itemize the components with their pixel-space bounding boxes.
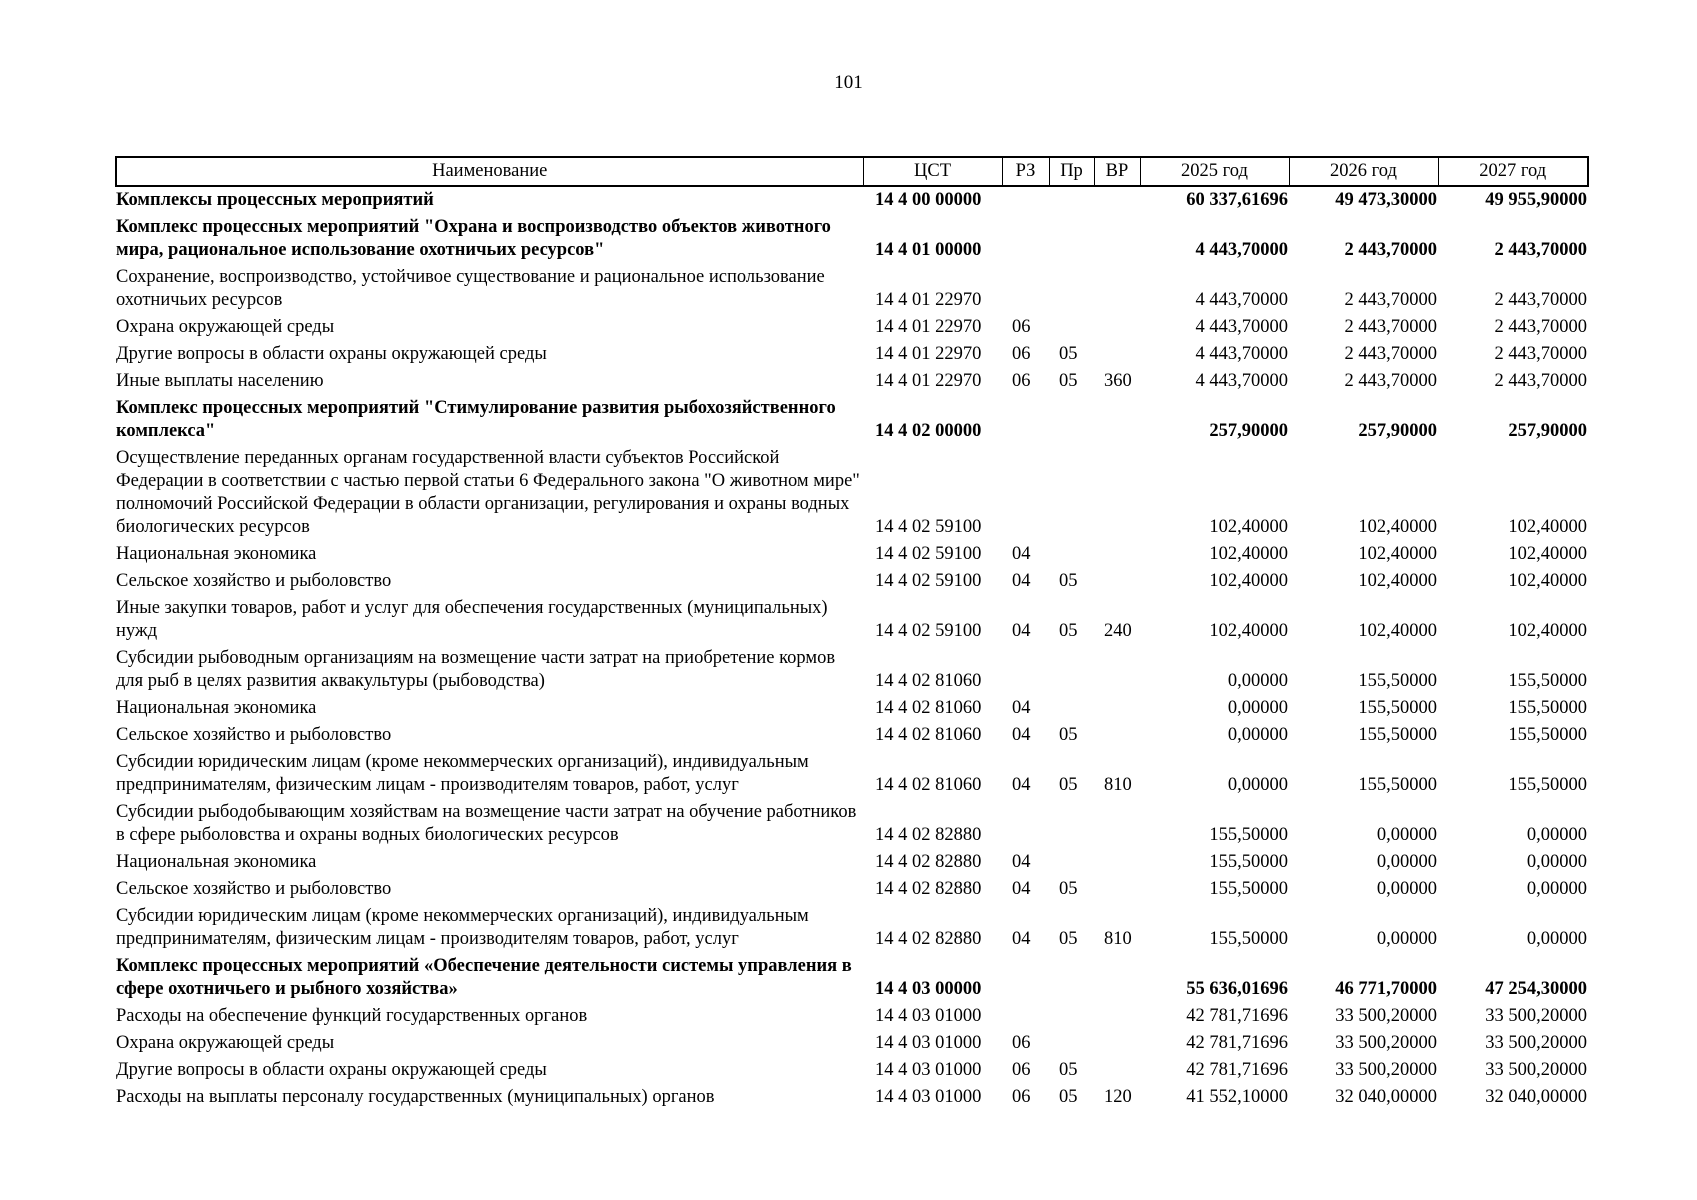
row-value-2026: 2 443,70000	[1344, 344, 1437, 364]
row-pr	[1049, 445, 1094, 541]
row-rz: 04	[1012, 621, 1031, 641]
row-rz	[1002, 214, 1049, 264]
row-pr: 05	[1059, 344, 1078, 364]
row-code: 14 4 02 82880	[875, 852, 982, 872]
row-pr: 05	[1059, 571, 1078, 591]
row-code: 14 4 01 22970	[875, 344, 982, 364]
row-value-2026: 2 443,70000	[1344, 317, 1437, 337]
row-value-2025: 41 552,10000	[1186, 1087, 1288, 1107]
row-rz	[1002, 953, 1049, 1003]
row-name: Национальная экономика	[116, 698, 317, 718]
row-vr	[1094, 314, 1140, 341]
row-value-2027: 33 500,20000	[1485, 1060, 1587, 1080]
row-name: Субсидии юридическим лицам (кроме некоммерческих организаций), индивидуальным предпринимателям, физическим лицам - производителям товаров, работ, услуг	[116, 906, 809, 949]
page-number: 101	[834, 72, 863, 93]
budget-table	[115, 156, 1589, 1111]
row-rz	[1002, 445, 1049, 541]
row-code: 14 4 02 81060	[875, 725, 982, 745]
row-pr	[1049, 953, 1094, 1003]
table-row	[116, 1003, 1588, 1030]
row-value-2027: 2 443,70000	[1494, 344, 1587, 364]
row-value-2027: 2 443,70000	[1494, 371, 1587, 391]
row-value-2027: 155,50000	[1508, 698, 1587, 718]
row-pr: 05	[1059, 775, 1078, 795]
row-vr	[1094, 1003, 1140, 1030]
table-row	[116, 1057, 1588, 1084]
row-code: 14 4 03 00000	[875, 979, 982, 999]
row-name: Комплекс процессных мероприятий "Охрана и воспроизводство объектов животного мира, рациональное использование охотничьих ресурсов"	[116, 217, 831, 260]
row-name: Сельское хозяйство и рыболовство	[116, 571, 392, 591]
row-rz: 04	[1012, 852, 1031, 872]
row-value-2025: 0,00000	[1227, 671, 1288, 691]
row-vr	[1094, 1030, 1140, 1057]
row-value-2025: 4 443,70000	[1195, 240, 1288, 260]
row-code: 14 4 02 59100	[875, 517, 982, 537]
table-row	[116, 368, 1588, 395]
table-row	[116, 445, 1588, 541]
row-rz: 04	[1012, 879, 1031, 899]
row-name: Национальная экономика	[116, 852, 317, 872]
row-pr	[1049, 849, 1094, 876]
header-code: ЦСТ	[863, 157, 1002, 186]
row-value-2026: 0,00000	[1376, 852, 1437, 872]
row-pr	[1049, 314, 1094, 341]
row-pr: 05	[1059, 621, 1078, 641]
row-rz: 04	[1012, 544, 1031, 564]
row-name: Расходы на выплаты персоналу государственных (муниципальных) органов	[116, 1087, 715, 1107]
row-value-2027: 102,40000	[1508, 571, 1587, 591]
table-row	[116, 953, 1588, 1003]
table-row	[116, 799, 1588, 849]
row-value-2025: 0,00000	[1227, 775, 1288, 795]
row-vr	[1094, 341, 1140, 368]
row-pr	[1049, 541, 1094, 568]
table-row	[116, 1084, 1588, 1111]
row-value-2025: 4 443,70000	[1195, 290, 1288, 310]
row-vr	[1094, 645, 1140, 695]
row-pr: 05	[1059, 1060, 1078, 1080]
table-row	[116, 695, 1588, 722]
row-pr	[1049, 186, 1094, 214]
row-value-2026: 0,00000	[1376, 879, 1437, 899]
row-rz	[1002, 1003, 1049, 1030]
row-value-2026: 155,50000	[1358, 698, 1437, 718]
row-value-2027: 2 443,70000	[1494, 317, 1587, 337]
row-value-2027: 2 443,70000	[1494, 240, 1587, 260]
row-name: Комплексы процессных мероприятий	[116, 190, 434, 210]
row-pr: 05	[1059, 879, 1078, 899]
row-value-2027: 0,00000	[1526, 929, 1587, 949]
row-rz: 04	[1012, 929, 1031, 949]
row-code: 14 4 02 59100	[875, 544, 982, 564]
row-value-2025: 102,40000	[1209, 544, 1288, 564]
row-value-2025: 55 636,01696	[1186, 979, 1288, 999]
row-code: 14 4 02 81060	[875, 775, 982, 795]
row-value-2027: 155,50000	[1508, 725, 1587, 745]
row-value-2026: 155,50000	[1358, 671, 1437, 691]
row-name: Расходы на обеспечение функций государственных органов	[116, 1006, 588, 1026]
row-pr	[1049, 695, 1094, 722]
row-pr: 05	[1059, 725, 1078, 745]
row-value-2025: 60 337,61696	[1186, 190, 1288, 210]
row-vr	[1094, 395, 1140, 445]
row-value-2026: 2 443,70000	[1344, 290, 1437, 310]
row-name: Другие вопросы в области охраны окружающей среды	[116, 344, 547, 364]
row-value-2026: 33 500,20000	[1335, 1006, 1437, 1026]
row-code: 14 4 01 22970	[875, 317, 982, 337]
row-value-2027: 102,40000	[1508, 621, 1587, 641]
row-rz: 04	[1012, 725, 1031, 745]
row-rz: 06	[1012, 1087, 1031, 1107]
row-value-2027: 32 040,00000	[1485, 1087, 1587, 1107]
row-name: Субсидии рыбодобывающим хозяйствам на возмещение части затрат на обучение работников в сфере рыболовства и охраны водных биологических ресурсов	[116, 802, 857, 845]
row-code: 14 4 02 81060	[875, 671, 982, 691]
row-value-2026: 257,90000	[1358, 421, 1437, 441]
row-value-2027: 47 254,30000	[1485, 979, 1587, 999]
row-rz	[1002, 264, 1049, 314]
row-value-2025: 257,90000	[1209, 421, 1288, 441]
row-code: 14 4 02 81060	[875, 698, 982, 718]
row-pr: 05	[1059, 929, 1078, 949]
row-value-2027: 0,00000	[1526, 852, 1587, 872]
header-2026: 2026 год	[1289, 157, 1438, 186]
row-value-2027: 102,40000	[1508, 517, 1587, 537]
row-value-2026: 155,50000	[1358, 725, 1437, 745]
table-row	[116, 395, 1588, 445]
row-pr	[1049, 214, 1094, 264]
row-value-2025: 155,50000	[1209, 825, 1288, 845]
table-row	[116, 749, 1588, 799]
header-vr: ВР	[1094, 157, 1140, 186]
table-row	[116, 264, 1588, 314]
row-vr	[1094, 1057, 1140, 1084]
row-code: 14 4 01 22970	[875, 371, 982, 391]
row-value-2026: 155,50000	[1358, 775, 1437, 795]
row-vr: 810	[1104, 775, 1132, 795]
row-code: 14 4 01 22970	[875, 290, 982, 310]
table-row	[116, 595, 1588, 645]
row-value-2026: 2 443,70000	[1344, 371, 1437, 391]
row-name: Субсидии рыбоводным организациям на возмещение части затрат на приобретение кормов для рыб в целях развития аквакультуры (рыбоводства)	[116, 648, 836, 691]
row-value-2025: 4 443,70000	[1195, 317, 1288, 337]
row-vr: 360	[1104, 371, 1132, 391]
row-name: Национальная экономика	[116, 544, 317, 564]
row-value-2025: 42 781,71696	[1186, 1006, 1288, 1026]
row-value-2026: 33 500,20000	[1335, 1060, 1437, 1080]
row-value-2025: 102,40000	[1209, 571, 1288, 591]
row-vr	[1094, 695, 1140, 722]
row-rz	[1002, 799, 1049, 849]
row-name: Иные выплаты населению	[116, 371, 324, 391]
row-code: 14 4 03 01000	[875, 1033, 982, 1053]
row-vr	[1094, 186, 1140, 214]
table-row	[116, 568, 1588, 595]
table-row	[116, 1030, 1588, 1057]
row-value-2025: 102,40000	[1209, 621, 1288, 641]
row-value-2027: 102,40000	[1508, 544, 1587, 564]
row-code: 14 4 02 82880	[875, 825, 982, 845]
row-value-2027: 257,90000	[1508, 421, 1587, 441]
row-rz: 04	[1012, 775, 1031, 795]
row-vr	[1094, 445, 1140, 541]
row-name: Другие вопросы в области охраны окружающей среды	[116, 1060, 547, 1080]
row-pr	[1049, 395, 1094, 445]
row-value-2026: 0,00000	[1376, 825, 1437, 845]
row-pr: 05	[1059, 371, 1078, 391]
row-rz: 06	[1012, 317, 1031, 337]
table-row	[116, 849, 1588, 876]
row-rz	[1002, 395, 1049, 445]
table-row	[116, 341, 1588, 368]
row-value-2027: 2 443,70000	[1494, 290, 1587, 310]
row-value-2026: 102,40000	[1358, 517, 1437, 537]
row-rz	[1002, 645, 1049, 695]
row-value-2027: 49 955,90000	[1485, 190, 1587, 210]
row-name: Осуществление переданных органам государственной власти субъектов Российской Федерации в соответствии с частью первой статьи 6 Федерального закона "О животном мире" полномочий Российской Федерации в области организации, регулирования и охраны водных биологических ресурсов	[116, 448, 860, 537]
row-name: Комплекс процессных мероприятий "Стимулирование развития рыбохозяйственного комплекса"	[116, 398, 836, 441]
row-vr	[1094, 214, 1140, 264]
row-value-2025: 4 443,70000	[1195, 371, 1288, 391]
row-value-2026: 32 040,00000	[1335, 1087, 1437, 1107]
table-row	[116, 903, 1588, 953]
header-pr: Пр	[1049, 157, 1094, 186]
header-2027: 2027 год	[1438, 157, 1588, 186]
row-rz: 06	[1012, 371, 1031, 391]
row-vr: 120	[1104, 1087, 1132, 1107]
row-vr	[1094, 799, 1140, 849]
row-value-2025: 4 443,70000	[1195, 344, 1288, 364]
row-value-2025: 42 781,71696	[1186, 1060, 1288, 1080]
row-code: 14 4 03 01000	[875, 1060, 982, 1080]
row-rz: 04	[1012, 698, 1031, 718]
row-value-2027: 33 500,20000	[1485, 1033, 1587, 1053]
row-pr	[1049, 799, 1094, 849]
row-name: Сельское хозяйство и рыболовство	[116, 725, 392, 745]
row-vr	[1094, 264, 1140, 314]
row-value-2025: 102,40000	[1209, 517, 1288, 537]
table-row	[116, 722, 1588, 749]
row-pr	[1049, 645, 1094, 695]
row-value-2026: 102,40000	[1358, 544, 1437, 564]
row-value-2027: 155,50000	[1508, 775, 1587, 795]
row-vr: 810	[1104, 929, 1132, 949]
row-value-2025: 0,00000	[1227, 698, 1288, 718]
row-value-2026: 102,40000	[1358, 621, 1437, 641]
row-vr	[1094, 953, 1140, 1003]
row-value-2026: 0,00000	[1376, 929, 1437, 949]
row-name: Охрана окружающей среды	[116, 317, 335, 337]
table-header-row	[116, 157, 1588, 186]
row-vr	[1094, 849, 1140, 876]
table-row	[116, 645, 1588, 695]
row-value-2025: 0,00000	[1227, 725, 1288, 745]
row-name: Комплекс процессных мероприятий «Обеспечение деятельности системы управления в сфере охотничьего и рыбного хозяйства»	[116, 956, 852, 999]
row-name: Сохранение, воспроизводство, устойчивое существование и рациональное использование охотничьих ресурсов	[116, 267, 825, 310]
row-pr: 05	[1059, 1087, 1078, 1107]
header-2025: 2025 год	[1140, 157, 1289, 186]
row-value-2026: 102,40000	[1358, 571, 1437, 591]
row-name: Сельское хозяйство и рыболовство	[116, 879, 392, 899]
row-value-2025: 155,50000	[1209, 879, 1288, 899]
row-code: 14 4 02 82880	[875, 929, 982, 949]
table-body	[116, 186, 1588, 1111]
row-name: Иные закупки товаров, работ и услуг для обеспечения государственных (муниципальных) нужд	[116, 598, 828, 641]
header-name: Наименование	[116, 157, 863, 186]
row-pr	[1049, 1030, 1094, 1057]
row-value-2026: 2 443,70000	[1344, 240, 1437, 260]
row-rz: 06	[1012, 1033, 1031, 1053]
row-value-2027: 0,00000	[1526, 879, 1587, 899]
row-vr	[1094, 568, 1140, 595]
row-vr	[1094, 876, 1140, 903]
row-value-2026: 46 771,70000	[1335, 979, 1437, 999]
row-vr: 240	[1104, 621, 1132, 641]
row-value-2026: 49 473,30000	[1335, 190, 1437, 210]
row-code: 14 4 02 59100	[875, 571, 982, 591]
row-code: 14 4 03 01000	[875, 1087, 982, 1107]
table-row	[116, 876, 1588, 903]
header-rz: РЗ	[1002, 157, 1049, 186]
row-value-2027: 33 500,20000	[1485, 1006, 1587, 1026]
row-name: Охрана окружающей среды	[116, 1033, 335, 1053]
row-name: Субсидии юридическим лицам (кроме некоммерческих организаций), индивидуальным предпринимателям, физическим лицам - производителям товаров, работ, услуг	[116, 752, 809, 795]
row-code: 14 4 02 59100	[875, 621, 982, 641]
table-row	[116, 541, 1588, 568]
table-row	[116, 214, 1588, 264]
row-code: 14 4 03 01000	[875, 1006, 982, 1026]
row-pr	[1049, 264, 1094, 314]
row-rz: 04	[1012, 571, 1031, 591]
row-value-2027: 155,50000	[1508, 671, 1587, 691]
row-code: 14 4 01 00000	[875, 240, 982, 260]
row-code: 14 4 02 82880	[875, 879, 982, 899]
row-rz: 06	[1012, 344, 1031, 364]
row-value-2026: 33 500,20000	[1335, 1033, 1437, 1053]
row-vr	[1094, 722, 1140, 749]
row-value-2027: 0,00000	[1526, 825, 1587, 845]
table-row	[116, 314, 1588, 341]
row-value-2025: 42 781,71696	[1186, 1033, 1288, 1053]
row-rz	[1002, 186, 1049, 214]
row-pr	[1049, 1003, 1094, 1030]
row-code: 14 4 00 00000	[875, 190, 982, 210]
row-value-2025: 155,50000	[1209, 929, 1288, 949]
row-value-2025: 155,50000	[1209, 852, 1288, 872]
row-rz: 06	[1012, 1060, 1031, 1080]
table-row	[116, 186, 1588, 214]
row-code: 14 4 02 00000	[875, 421, 982, 441]
row-vr	[1094, 541, 1140, 568]
